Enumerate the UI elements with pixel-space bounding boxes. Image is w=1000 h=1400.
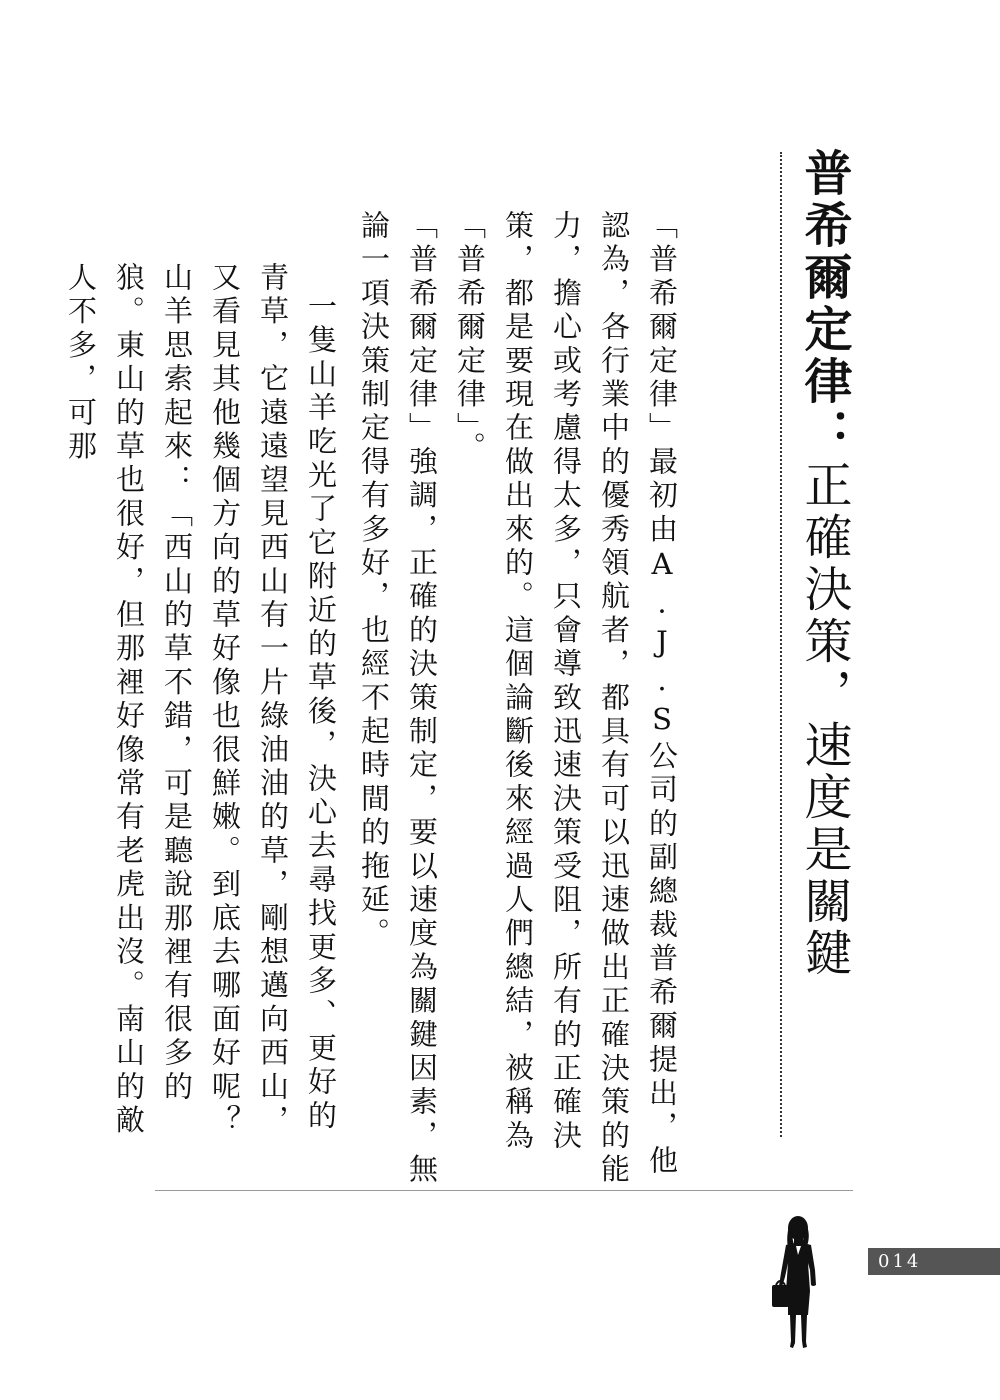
title-sub: 正確決策，速度是關鍵 — [796, 460, 852, 980]
paragraph: 「普希爾定律」最初由A.J.S公司的副總裁普希爾提出，他認為，各行業中的優秀領航者，都具有可以迅速做出正確決策的能力，擔心或考慮得太多，只會導致迅速決策受阻，所有的正確決策，都是要現在做出來的。這個論斷後來經過人們總結，被稱為「普希爾定律」。 — [453, 210, 679, 1188]
page-number: 014 — [878, 1251, 922, 1272]
footer-rule — [155, 1190, 853, 1191]
title-divider — [780, 152, 782, 1137]
title-main: 普希爾定律： — [796, 148, 852, 460]
story-text-block — [64, 262, 345, 1162]
intro-text-block — [357, 210, 686, 1200]
page-title — [798, 148, 850, 980]
businesswoman-silhouette-icon — [770, 1215, 830, 1350]
paragraph: 一隻山羊吃光了它附近的草後，決心去尋找更多、更好的青草，它遠遠望見西山有一片綠油油的草，剛想邁向西山，又看見其他幾個方向的草好像也很鮮嫩。到底去哪面好呢？山羊思索起來：「西山的草不錯，可是聽說那裡有很多的狼。東山的草也很好，但那裡好像常有老虎出沒。南山的敵人不多，可那 — [64, 262, 338, 1139]
paragraph: 「普希爾定律」強調，正確的決策制定，要以速度為關鍵因素，無論一項決策制定得有多好，也經不起時間的拖延。 — [357, 210, 439, 1188]
